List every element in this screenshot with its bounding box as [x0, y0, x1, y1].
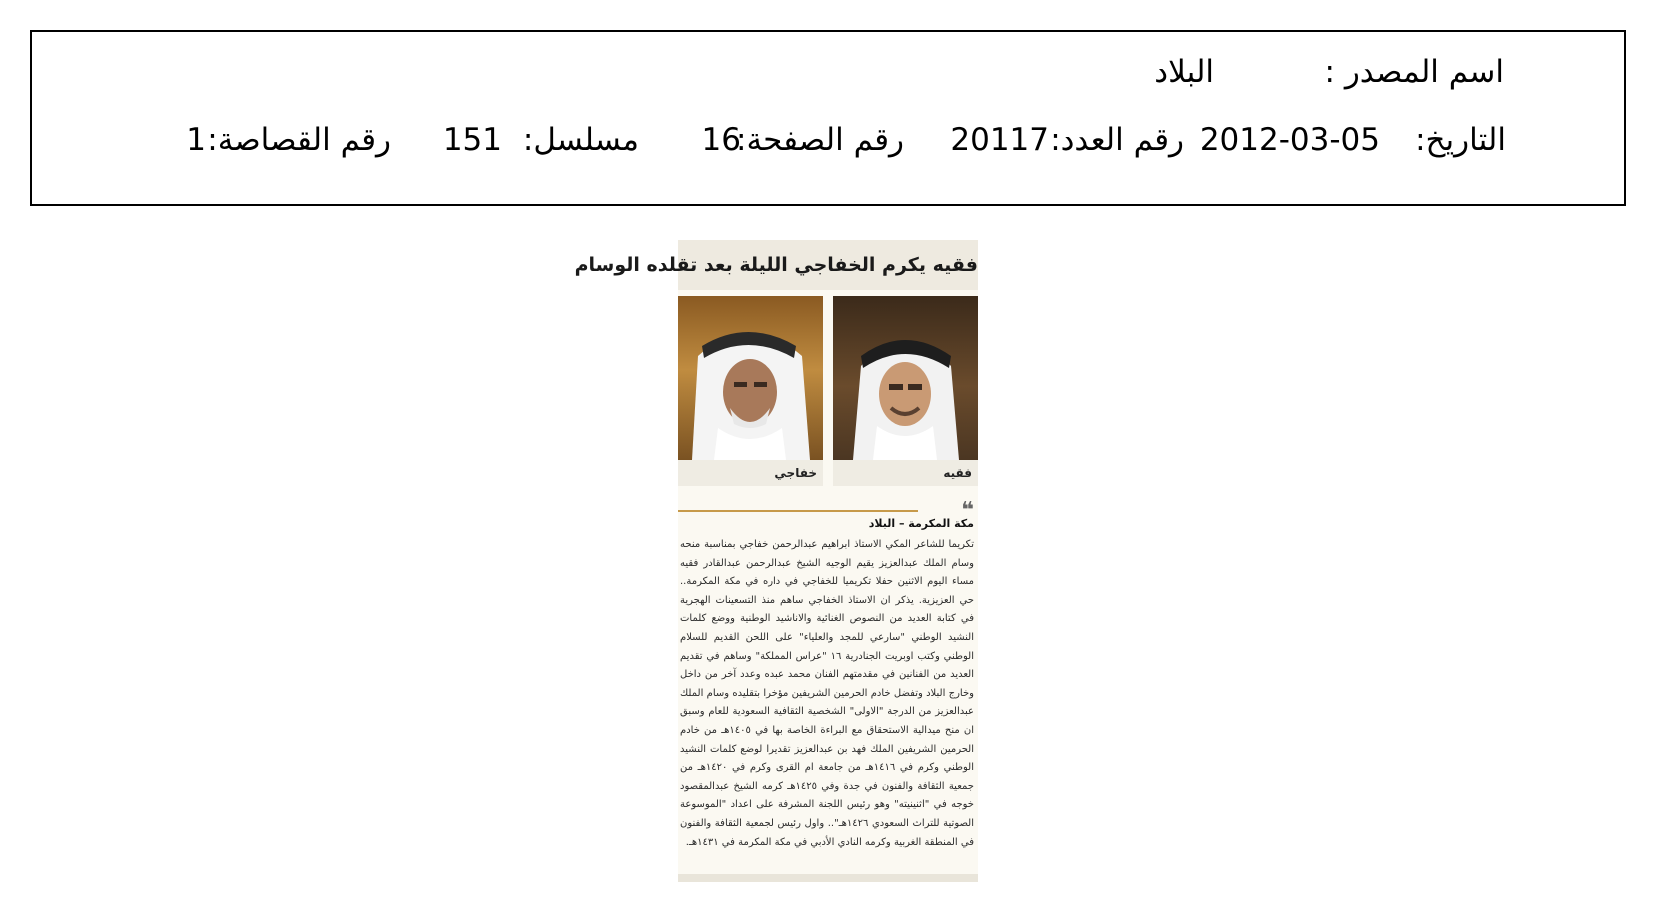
- clip-number-label: رقم القصاصة:: [207, 122, 391, 158]
- page-label: رقم الصفحة:: [736, 122, 904, 158]
- newspaper-clipping: [574, 240, 978, 882]
- metadata-box: [30, 30, 1626, 206]
- photo-faqih: [833, 296, 978, 460]
- clipping-edge: [678, 874, 978, 882]
- page-value: 16: [701, 122, 741, 158]
- byline: مكة المكرمة – البلاد: [868, 517, 974, 530]
- issue-label: رقم العدد:: [1050, 122, 1184, 158]
- photo-khafaji: [678, 296, 823, 460]
- photo-caption-faqih: فقيه: [833, 460, 978, 486]
- article-body: تكريما للشاعر المكي الاستاذ ابراهيم عبدالرحمن خفاجي بمناسبة منحه وسام الملك عبدالعزيز يقيم الوجيه الشيخ عبدالرحمن عبدالقادر فقيه مساء اليوم الاثنين حفلا تكريميا للخفاجي في داره في مكة المكرمة.. حي العزيزية. يذكر ان الاستاذ الخفاجي ساهم منذ التسعينات الهجرية في كتابة العديد من النصوص الغنائية والاناشيد الوطنية ووضع كلمات النشيد الوطني "سارعي للمجد والعلياء" على اللحن القديم للسلام الوطني وكتب اوبريت الجنادرية ١٦ "عراس المملكة" وساهم في تقديم العديد من الفنانين في مقدمتهم الفنان محمد عبده وعدد آخر من داخل وخارج البلاد وتفضل خادم الحرمين الشريفين مؤخرا بتقليده وسام الملك عبدالعزيز من الدرجة "الاولى" الشخصية الثقافية السعودية للعام وسبق ان منح ميدالية الاستحقاق مع البراءة الخاصة بها في ١٤٠٥هـ من خادم الحرمين الشريفين الملك فهد بن عبدالعزيز تقديرا لوضع كلمات النشيد الوطني وكرم في ١٤١٦هـ من جامعة ام القرى وكرم في ١٤٢٠هـ من جمعية الثقافة والفنون في جدة وفي ١٤٢٥هـ كرمه الشيخ عبدالمقصود خوجه في "اثنينيته" وهو رئيس اللجنة المشرفة على اعداد "الموسوعة الصوتية للتراث السعودي ١٤٢٦هـ".. واول رئيس لجمعية الثقافة والفنون في المنطقة الغربية وكرمه النادي الأدبي في مكة المكرمة في ١٤٣١هـ.: [680, 539, 975, 848]
- serial-label: مسلسل:: [522, 122, 639, 158]
- serial-value: 151: [442, 122, 502, 158]
- date-value: 2012-03-05: [1199, 122, 1380, 158]
- clipping-headline: فقيه يكرم الخفاجي الليلة بعد تقلده الوسام: [678, 240, 978, 290]
- source-value: البلاد: [1154, 54, 1214, 90]
- source-label: اسم المصدر :: [1324, 54, 1504, 90]
- photo-caption-khafaji: خفاجي: [678, 460, 823, 486]
- clip-number-value: 1: [186, 122, 206, 158]
- portrait-image: [833, 296, 978, 460]
- issue-value: 20117: [950, 122, 1049, 158]
- quote-mark-icon: ❝: [961, 498, 974, 523]
- divider: [678, 510, 918, 512]
- date-label: التاريخ:: [1415, 122, 1506, 158]
- portrait-image: [678, 296, 823, 460]
